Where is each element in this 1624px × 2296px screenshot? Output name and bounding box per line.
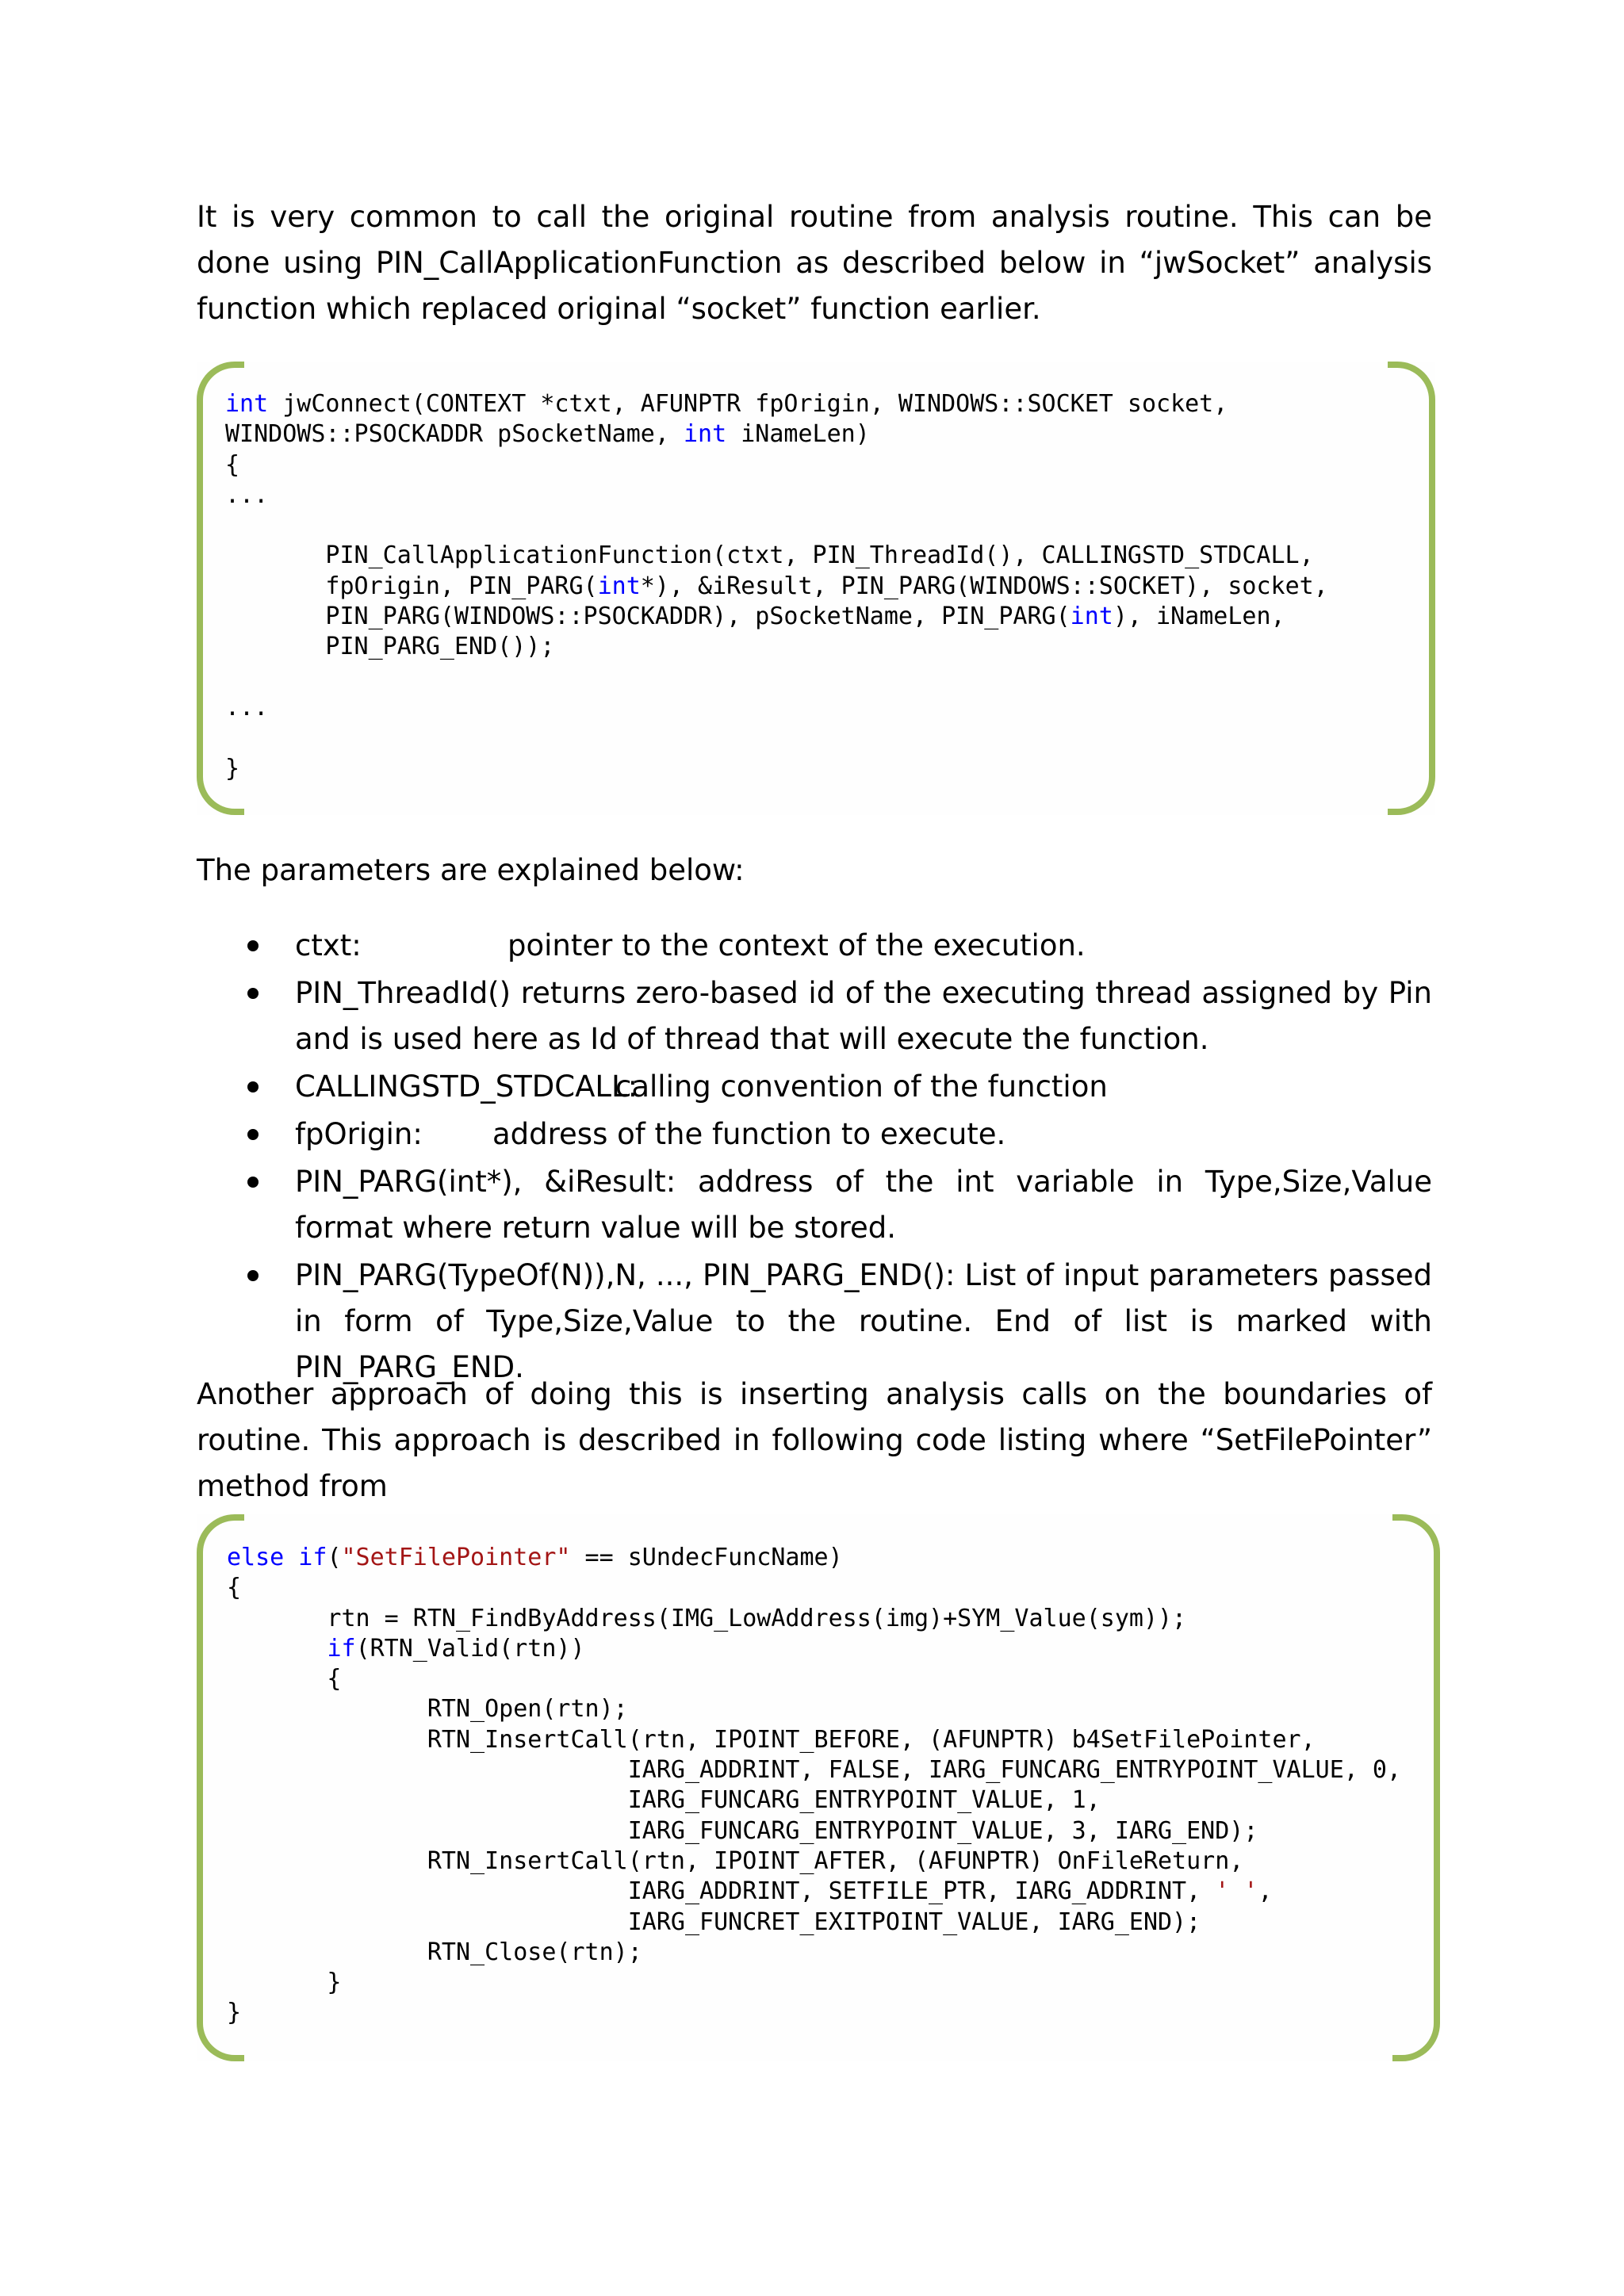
code-line: rtn = RTN_FindByAddress(IMG_LowAddress(img)+SYM_Value(sym)); (227, 1604, 1187, 1632)
code-line: IARG_ADDRINT, SETFILE_PTR, IARG_ADDRINT, ' ', (227, 1877, 1273, 1906)
code-line: IARG_FUNCARG_ENTRYPOINT_VALUE, 1, (227, 1786, 1101, 1815)
bullet-icon (247, 1129, 259, 1140)
code-line: RTN_InsertCall(rtn, IPOINT_BEFORE, (AFUNPTR) b4SetFilePointer, (227, 1725, 1316, 1754)
code-line: RTN_Open(rtn); (227, 1695, 628, 1724)
code-line: ... (225, 693, 269, 721)
code-line: PIN_CallApplicationFunction(ctxt, PIN_ThreadId(), CALLINGSTD_STDCALL, (225, 541, 1314, 570)
code-block (225, 389, 1328, 784)
list-item: ctxt: pointer to the context of the execution. (197, 923, 1432, 969)
code-listing-jwconnect (197, 362, 1435, 815)
code-line: { (227, 1665, 342, 1693)
code-line-blank (225, 663, 1328, 693)
code-line: } (225, 754, 240, 783)
code-line: IARG_FUNCRET_EXITPOINT_VALUE, IARG_END); (227, 1908, 1201, 1936)
bullet-icon (247, 1177, 259, 1188)
code-line: { (225, 450, 240, 479)
second-paragraph: Another approach of doing this is inserting analysis calls on the boundaries of routine. This approach is described in following code listing where “SetFilePointer” method from (197, 1377, 1432, 1503)
code-line: RTN_Close(rtn); (227, 1938, 642, 1966)
bullet-icon (247, 1270, 259, 1281)
list-item: fpOrigin: address of the function to execute. (197, 1112, 1432, 1158)
code-line: RTN_InsertCall(rtn, IPOINT_AFTER, (AFUNPTR) OnFileReturn, (227, 1846, 1244, 1875)
code-line: int jwConnect(CONTEXT *ctxt, AFUNPTR fpOrigin, WINDOWS::SOCKET socket, (225, 390, 1228, 418)
code-listing-setfilepointer (197, 1514, 1440, 2061)
code-line: PIN_PARG_END()); (225, 633, 555, 661)
code-line: { (227, 1574, 242, 1602)
code-line: PIN_PARG(WINDOWS::PSOCKADDR), pSocketName, PIN_PARG(int), iNameLen, (225, 603, 1285, 631)
list-item: PIN_ThreadId() returns zero-based id of the executing thread assigned by Pin and is used here as Id of thread that will execute the function. (197, 970, 1432, 1062)
code-line: fpOrigin, PIN_PARG(int*), &iResult, PIN_PARG(WINDOWS::SOCKET), socket, (225, 572, 1328, 600)
list-item: PIN_PARG(int*), &iResult: address of the int variable in Type,Size,Value format where return value will be stored. (197, 1159, 1432, 1251)
code-line-blank (225, 723, 1328, 753)
code-line: ... (225, 480, 269, 509)
code-line: } (227, 1969, 342, 1997)
bullet-icon (247, 988, 259, 999)
code-bracket-right (1388, 362, 1435, 815)
intro-paragraph: It is very common to call the original routine from analysis routine. This can be done using PIN_CallApplicationFunction as described below in “jwSocket” analysis function which replaced original “socket” function earlier. (197, 200, 1432, 326)
list-item: PIN_PARG(TypeOf(N)),N, ..., PIN_PARG_END(): List of input parameters passed in form of Type,Size,Value to the routine. End of list is marked with PIN_PARG_END. (197, 1253, 1432, 1391)
code-line: IARG_FUNCARG_ENTRYPOINT_VALUE, 3, IARG_END); (227, 1816, 1258, 1845)
code-line: if(RTN_Valid(rtn)) (327, 1634, 585, 1663)
list-item: CALLINGSTD_STDCALL:calling convention of the function (197, 1064, 1432, 1110)
code-line: IARG_ADDRINT, FALSE, IARG_FUNCARG_ENTRYPOINT_VALUE, 0, (227, 1756, 1402, 1785)
bullet-icon (247, 940, 259, 951)
code-line: } (227, 1999, 242, 2027)
code-block (227, 1543, 1401, 2029)
parameters-list (197, 923, 1432, 1392)
code-line: else if("SetFilePointer" == sUndecFuncName) (227, 1544, 843, 1571)
code-line-blank (225, 511, 1328, 541)
parameters-heading: The parameters are explained below: (197, 853, 745, 887)
bullet-icon (247, 1081, 259, 1093)
code-line: WINDOWS::PSOCKADDR pSocketName, int iNameLen) (225, 420, 870, 449)
